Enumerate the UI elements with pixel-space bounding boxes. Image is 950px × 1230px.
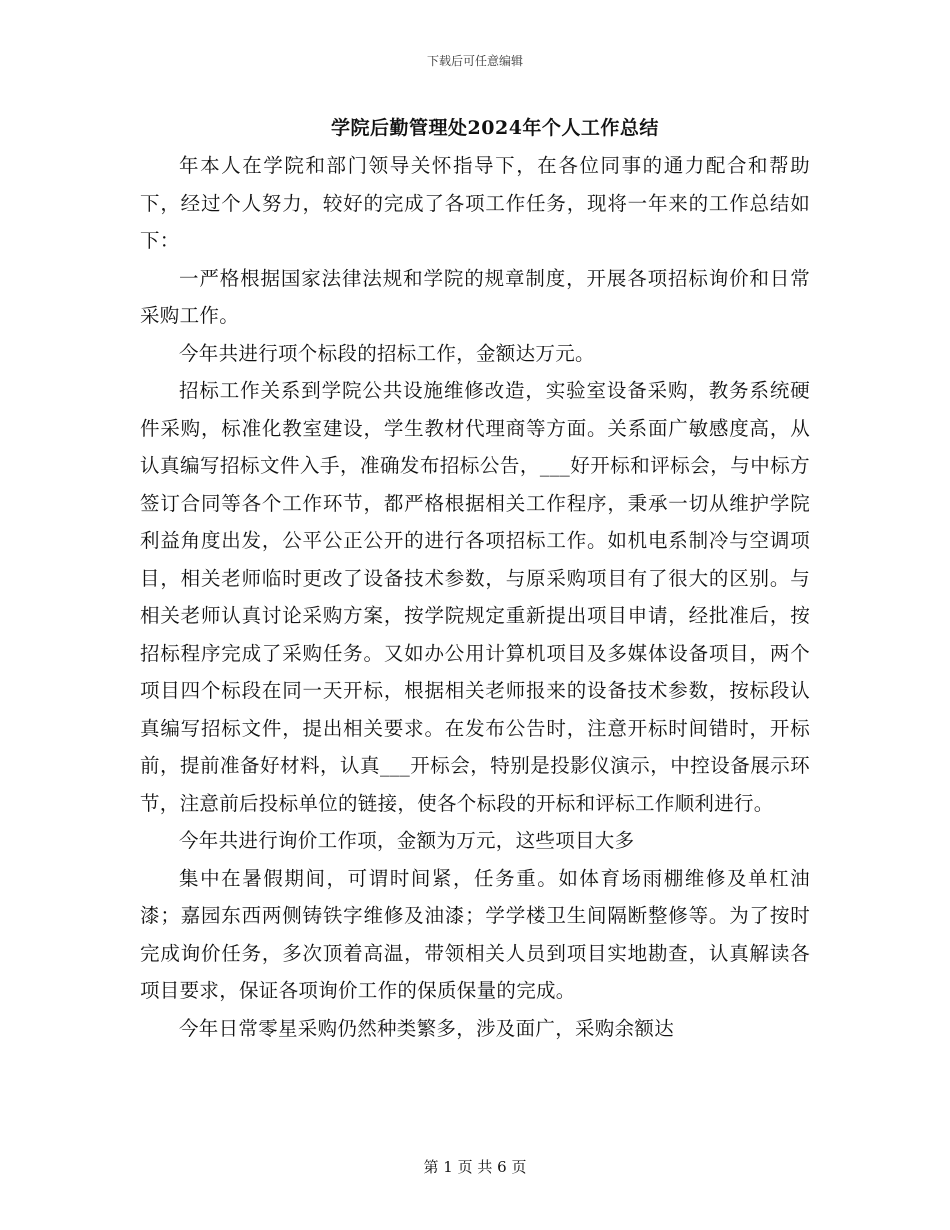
paragraph-inquiry-detail: 集中在暑假期间，可谓时间紧，任务重。如体育场雨棚维修及单杠油漆；嘉园东西两侧铸铁字维修及油漆；学学楼卫生间隔断整修等。为了按时完成询价任务，多次顶着高温，带领相关人员到项目实地勘查，认真解读各项目要求，保证各项询价工作的保质保量的完成。	[140, 866, 810, 1002]
header-note: 下载后可任意编辑	[426, 54, 523, 68]
paragraph-bidding-count: 今年共进行项个标段的招标工作，金额达万元。	[179, 341, 595, 365]
document-title: 学院后勤管理处2024年个人工作总结	[331, 117, 659, 139]
document-body	[140, 147, 810, 1047]
paragraph-inquiry-count: 今年共进行询价工作项，金额为万元，这些项目大多	[179, 829, 635, 852]
paragraph-daily-purchase: 今年日常零星采购仍然种类繁多，涉及面广，采购余额达	[179, 1016, 675, 1040]
page-indicator: 第 1 页 共 6 页	[423, 1158, 527, 1176]
paragraph-intro: 年本人在学院和部门领导关怀指导下，在各位同事的通力配合和帮助下，经过个人努力，较好的完成了各项工作任务，现将一年来的工作总结如下：	[140, 154, 810, 252]
paragraph-section-one: 一严格根据国家法律法规和学院的规章制度，开展各项招标询价和日常采购工作。	[140, 266, 810, 327]
paragraph-bidding-detail: 招标工作关系到学院公共设施维修改造，实验室设备采购，教务系统硬件采购，标准化教室建设，学生教材代理商等方面。关系面广敏感度高，从认真编写招标文件入手，准确发布招标公告，___好开标和评标会，与中标方签订合同等各个工作环节，都严格根据相关工作程序，秉承一切从维护学院利益角度出发，公平公正公开的进行各项招标工作。如机电系制冷与空调项目，相关老师临时更改了设备技术参数，与原采购项目有了很大的区别。与相关老师认真讨论采购方案，按学院规定重新提出项目申请，经批准后，按招标程序完成了采购任务。又如办公用计算机项目及多媒体设备项目，两个项目四个标段在同一天开标，根据相关老师报来的设备技术参数，按标段认真编写招标文件，提出相关要求。在发布公告时，注意开标时间错时，开标前，提前准备好材料，认真___开标会，特别是投影仪演示，中控设备展示环节，注意前后投标单位的链接，使各个标段的开标和评标工作顺利进行。	[140, 379, 810, 815]
